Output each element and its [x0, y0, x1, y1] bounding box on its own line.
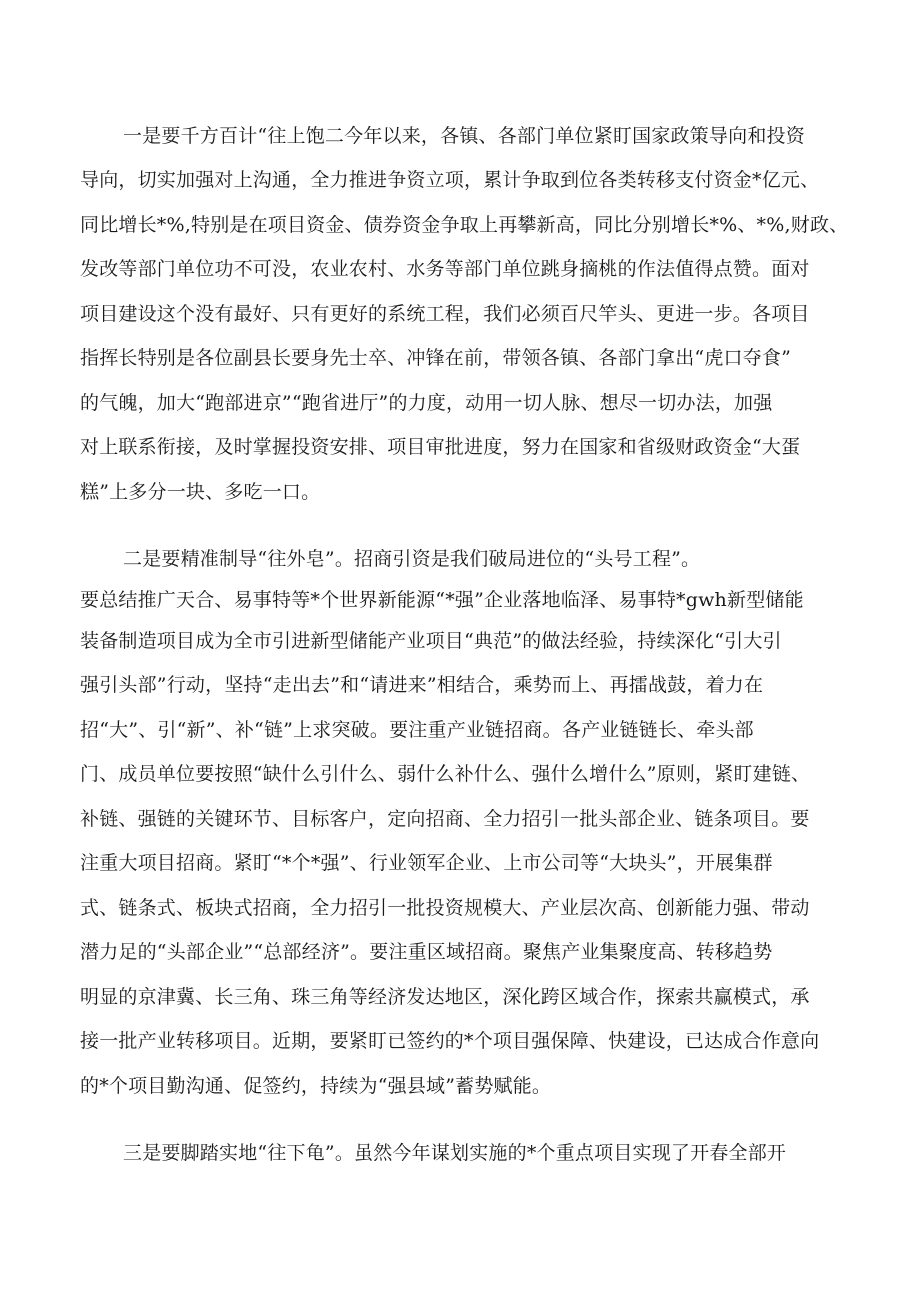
paragraph-2-line-3: 装备制造项目成为全市引进新型储能产业项目“典范”的做法经验，持续深化“引大引: [80, 630, 782, 652]
paragraph-1-line-3: 同比增长*%,特别是在项目资金、债券资金争取上再攀新高，同比分别增长*%、*%,财政、: [80, 214, 849, 236]
paragraph-2-line-6: 门、成员单位要按照“缺什么引什么、弱什么补什么、强什么增什么”原则，紧盯建链、: [80, 763, 811, 785]
paragraph-3-line-1: 三是要脚踏实地“往下龟”。虽然今年谋划实施的*个重点项目实现了开春全部开: [123, 1142, 787, 1164]
paragraph-2-line-2: 要总结推广天合、易事特等*个世界新能源“*强”企业落地临泽、易事特*gwh新型储能: [80, 589, 804, 611]
paragraph-1-line-8: 对上联系衔接，及时掌握投资安排、项目审批进度，努力在国家和省级财政资金“大蛋: [80, 436, 801, 458]
paragraph-1-line-9: 糕”上多分一块、多吃一口。: [80, 481, 321, 503]
paragraph-2-line-8: 注重大项目招商。紧盯“*个*强”、行业领军企业、上市公司等“大块头”，开展集群: [80, 852, 773, 874]
paragraph-1-line-5: 项目建设这个没有最好、只有更好的系统工程，我们必须百尺竿头、更进一步。各项目: [80, 303, 810, 325]
paragraph-1-line-7: 的气魄，加大“跑部进京”“跑省进厅”的力度，动用一切人脉、想尽一切办法，加强: [80, 392, 773, 414]
paragraph-2-line-7: 补链、强链的关键环节、目标客户，定向招商、全力招引一批头部企业、链条项目。要: [80, 808, 810, 830]
paragraph-1-line-6: 指挥长特别是各位副县长要身先士卒、冲锋在前，带领各镇、各部门拿出“虎口夺食”: [80, 347, 792, 369]
paragraph-2-line-13: 的*个项目勤沟通、促签约，持续为“强县域”蓄势赋能。: [80, 1075, 552, 1097]
paragraph-2-line-11: 明显的京津冀、长三角、珠三角等经济发达地区，深化跨区域合作，探索共赢模式，承: [80, 986, 810, 1008]
paragraph-2-line-4: 强引头部”行动，坚持“走出去”和“请进来”相结合，乘势而上、再擂战鼓，着力在: [80, 674, 764, 696]
paragraph-2-line-10: 潜力足的“头部企业”“总部经济”。要注重区域招商。聚焦产业集聚度高、转移趋势: [80, 941, 773, 963]
paragraph-2-line-9: 式、链条式、板块式招商，全力招引一批投资规模大、产业层次高、创新能力强、带动: [80, 897, 810, 919]
paragraph-1-line-2: 导向，切实加强对上沟通，全力推进争资立项，累计争取到位各类转移支付资金*亿元、: [80, 169, 820, 191]
paragraph-1-line-4: 发改等部门单位功不可没，农业农村、水务等部门单位跳身摘桃的作法值得点赞。面对: [80, 258, 810, 280]
paragraph-1-line-1: 一是要千方百计“往上饱二今年以来，各镇、各部门单位紧盯国家政策导向和投资: [123, 125, 805, 147]
paragraph-2-line-5: 招“大”、引“新”、补“链”上求突破。要注重产业链招商。各产业链链长、牵头部: [80, 719, 754, 741]
paragraph-2-line-12: 接一批产业转移项目。近期，要紧盯已签约的*个项目强保障、快建设，已达成合作意向: [80, 1030, 820, 1052]
paragraph-2-line-1: 二是要精准制导“往外皂”。招商引资是我们破局进位的“头号工程”。: [123, 548, 701, 570]
